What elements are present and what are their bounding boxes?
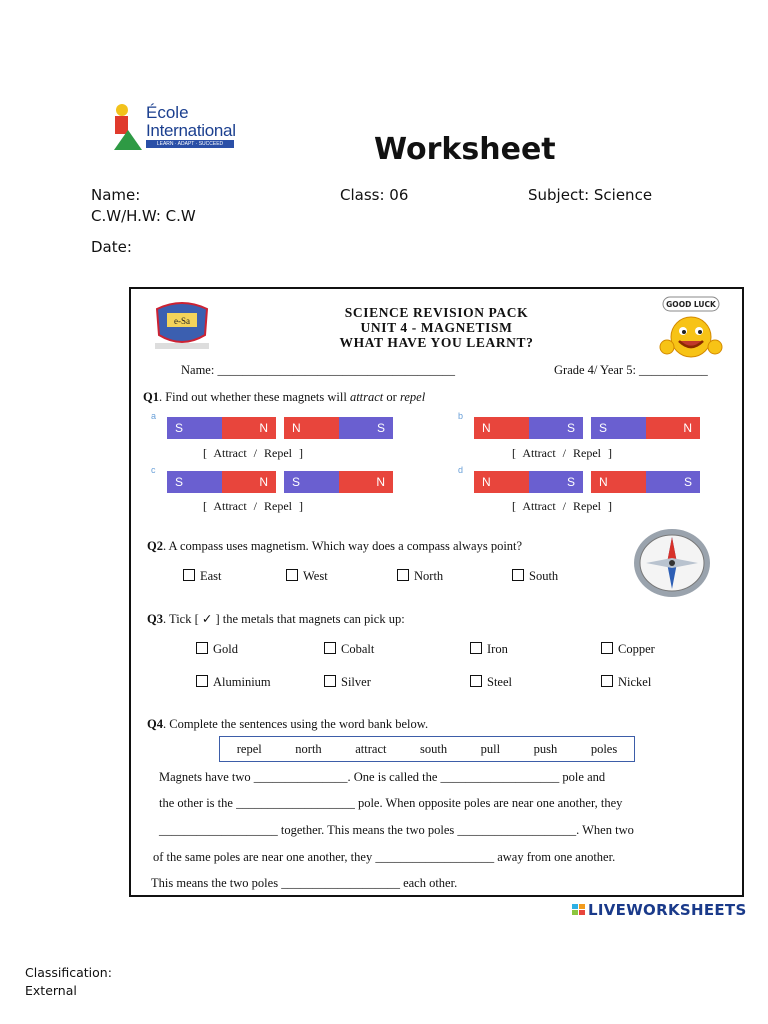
magnet-pole: N [284, 417, 339, 439]
q2-option-west[interactable] [286, 569, 328, 584]
sentence-2[interactable]: the other is the ___________________ pole. When opposite poles are near one another, they [159, 796, 623, 810]
checkbox[interactable] [397, 569, 409, 581]
q3-text: . Tick [ ✓ ] the metals that magnets can pick up: [162, 612, 405, 626]
magnet-pole: N [222, 471, 277, 493]
bar-magnet [284, 471, 393, 493]
q3-option-silver[interactable] [324, 675, 371, 690]
bar-magnet [167, 471, 276, 493]
classification-note [25, 964, 112, 1000]
q1-prompt [143, 390, 425, 405]
magnet-pole: S [529, 417, 584, 439]
bar-magnet [591, 471, 700, 493]
magnet-pole: S [591, 417, 646, 439]
magnetism-worksheet [129, 287, 744, 897]
magnet-set-tag: a [151, 411, 157, 421]
q3-option-label: Nickel [618, 675, 652, 689]
liveworksheets-text: LIVEWORKSHEETS [588, 901, 747, 919]
q4-number: Q4 [147, 717, 163, 731]
liveworksheets-icon [572, 904, 586, 916]
answer-choice-b[interactable]: [ Attract / Repel ] [512, 446, 612, 460]
liveworksheets-logo [572, 901, 747, 919]
word-bank [219, 736, 635, 762]
answer-choice-d[interactable]: [ Attract / Repel ] [512, 499, 612, 513]
bar-magnet [474, 417, 583, 439]
pack-title-line1: SCIENCE REVISION PACK [344, 305, 529, 320]
word-bank-item: north [295, 741, 322, 756]
classification-value: External [25, 983, 77, 998]
q2-prompt [147, 539, 522, 554]
magnet-pole: S [284, 471, 339, 493]
good-luck-smiley-icon [645, 295, 729, 363]
checkbox[interactable] [324, 642, 336, 654]
q2-option-label: East [200, 569, 222, 583]
logo-line1: École [146, 103, 189, 122]
q3-option-aluminium[interactable] [196, 675, 271, 690]
good-luck-text: GOOD LUCK [666, 300, 716, 309]
checkbox[interactable] [601, 675, 613, 687]
magnet-pole: N [474, 417, 529, 439]
magnet-set-tag: d [458, 465, 464, 475]
word-bank-item: pull [480, 741, 501, 756]
word-bank-item: push [533, 741, 558, 756]
sentence-1[interactable]: Magnets have two _______________. One is called the ___________________ pole and [159, 770, 606, 784]
magnet-pole: S [167, 471, 222, 493]
logo-wordmark [146, 104, 236, 140]
word-bank-item: repel [236, 741, 262, 756]
q1-repel-word: repel [399, 390, 426, 404]
checkbox[interactable] [183, 569, 195, 581]
checkbox[interactable] [196, 642, 208, 654]
cwhw-label: C.W/H.W: C.W [91, 207, 196, 225]
q3-option-label: Steel [487, 675, 512, 689]
magnet-pole: N [222, 417, 277, 439]
checkbox[interactable] [286, 569, 298, 581]
q3-option-label: Iron [487, 642, 508, 656]
q2-option-label: South [529, 569, 559, 583]
subject-label: Subject: Science [528, 186, 653, 204]
magnet-pole: N [339, 471, 394, 493]
q3-option-cobalt[interactable] [324, 642, 374, 657]
magnet-pole: N [474, 471, 529, 493]
q3-option-label: Aluminium [213, 675, 271, 689]
q2-option-north[interactable] [397, 569, 443, 584]
checkbox[interactable] [196, 675, 208, 687]
logo-tagline: LEARN · ADAPT · SUCCEED [146, 140, 234, 148]
date-label: Date: [91, 238, 132, 256]
q3-option-label: Silver [341, 675, 371, 689]
sentence-4[interactable]: of the same poles are near one another, they ___________________ away from one another. [153, 850, 616, 864]
q3-prompt [147, 611, 405, 627]
magnet-pole: N [646, 417, 701, 439]
magnet-set-tag: c [151, 465, 156, 475]
checkbox[interactable] [470, 675, 482, 687]
sentence-3[interactable]: ___________________ together. This means the two poles ___________________. When two [159, 823, 634, 837]
q1-or: or [383, 390, 400, 404]
magnet-set-tag: b [458, 411, 464, 421]
magnet-pole: S [529, 471, 584, 493]
word-bank-item: poles [590, 741, 618, 756]
bar-magnet [591, 417, 700, 439]
magnet-pole: S [167, 417, 222, 439]
q3-option-iron[interactable] [470, 642, 508, 657]
q3-option-gold[interactable] [196, 642, 238, 657]
q2-option-east[interactable] [183, 569, 222, 584]
bar-magnet [167, 417, 276, 439]
student-name-line: Name: ______________________________________ [181, 363, 455, 377]
word-bank-item: south [420, 741, 448, 756]
q3-number: Q3 [147, 612, 163, 626]
word-bank-item: attract [355, 741, 387, 756]
sentence-5[interactable]: This means the two poles ___________________ each other. [151, 876, 458, 890]
magnet-pole: S [339, 417, 394, 439]
q3-option-nickel[interactable] [601, 675, 651, 690]
pack-title-line2: UNIT 4 - MAGNETISM [360, 320, 513, 335]
classification-label: Classification: [25, 965, 112, 980]
magnet-pole: S [646, 471, 701, 493]
pack-title-line3: WHAT HAVE YOU LEARNT? [339, 335, 534, 350]
q3-option-copper[interactable] [601, 642, 655, 657]
worksheet-title: Worksheet [374, 132, 556, 167]
checkbox[interactable] [470, 642, 482, 654]
q2-option-label: North [414, 569, 444, 583]
q3-option-label: Copper [618, 642, 655, 656]
grade-line: Grade 4/ Year 5: ___________ [554, 363, 708, 377]
q1-number: Q1 [143, 390, 159, 404]
q1-attract-word: attract [349, 390, 384, 404]
bar-magnet [474, 471, 583, 493]
q3-option-label: Cobalt [341, 642, 375, 656]
compass-icon [631, 525, 713, 601]
q2-option-south[interactable] [512, 569, 558, 584]
q2-number: Q2 [147, 539, 163, 553]
q4-text: . Complete the sentences using the word bank below. [162, 717, 429, 731]
logo-line2: International [146, 121, 236, 140]
bar-magnet [284, 417, 393, 439]
q4-prompt [147, 717, 428, 732]
magnet-pole: N [591, 471, 646, 493]
q2-option-label: West [303, 569, 328, 583]
checkbox[interactable] [324, 675, 336, 687]
answer-choice-a[interactable]: [ Attract / Repel ] [203, 446, 303, 460]
badge-text: e-Sa [174, 316, 190, 326]
checkbox[interactable] [512, 569, 524, 581]
class-label: Class: 06 [340, 186, 409, 204]
q3-option-label: Gold [213, 642, 238, 656]
answer-choice-c[interactable]: [ Attract / Repel ] [203, 499, 303, 513]
name-label: Name: [91, 186, 141, 204]
q2-text: . A compass uses magnetism. Which way does a compass always point? [162, 539, 523, 553]
q1-text: . Find out whether these magnets will [158, 390, 350, 404]
checkbox[interactable] [601, 642, 613, 654]
q3-option-steel[interactable] [470, 675, 512, 690]
